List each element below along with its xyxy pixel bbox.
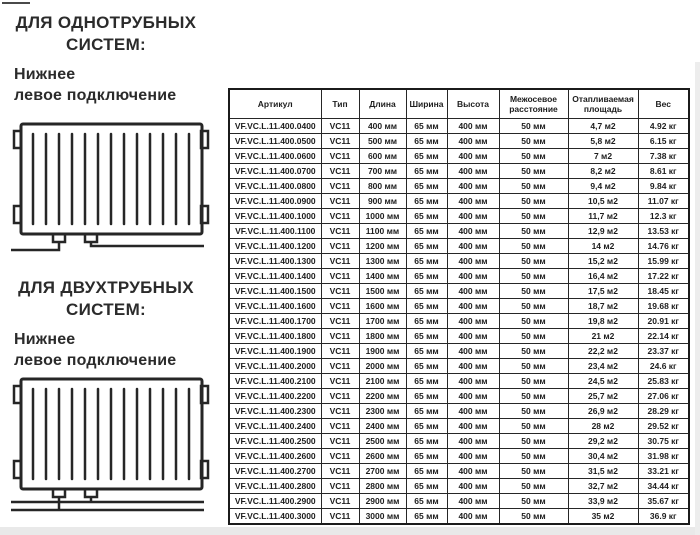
table-row: [229, 194, 689, 209]
subtitle-line2: левое подключение: [14, 87, 177, 104]
table-cell-heated-area: 23,4 м2: [568, 359, 638, 374]
column-header-article: Артикул: [229, 89, 321, 119]
section-title-single-pipe: [0, 12, 212, 56]
table-cell-heated-area: 14 м2: [568, 239, 638, 254]
table-cell-heated-area: 10,5 м2: [568, 194, 638, 209]
table-cell-length: 2400 мм: [359, 419, 406, 434]
table-cell-length: 500 мм: [359, 134, 406, 149]
table-cell-weight: 34.44 кг: [638, 479, 689, 494]
table-cell-weight: 31.98 кг: [638, 449, 689, 464]
table-cell-length: 400 мм: [359, 119, 406, 134]
table-row: [229, 269, 689, 284]
table-cell-height: 400 мм: [447, 404, 499, 419]
table-cell-length: 1800 мм: [359, 329, 406, 344]
table-row: [229, 419, 689, 434]
table-cell-article: VF.VC.L.11.400.2800: [229, 479, 321, 494]
table-cell-type: VC11: [321, 254, 359, 269]
table-cell-article: VF.VC.L.11.400.2200: [229, 389, 321, 404]
table-cell-length: 1500 мм: [359, 284, 406, 299]
table-cell-type: VC11: [321, 479, 359, 494]
table-cell-type: VC11: [321, 239, 359, 254]
table-cell-weight: 11.07 кг: [638, 194, 689, 209]
table-cell-axle-distance: 50 мм: [499, 329, 568, 344]
table-cell-width: 65 мм: [406, 419, 447, 434]
table-cell-length: 2000 мм: [359, 359, 406, 374]
table-cell-axle-distance: 50 мм: [499, 389, 568, 404]
table-cell-height: 400 мм: [447, 164, 499, 179]
table-cell-article: VF.VC.L.11.400.1100: [229, 224, 321, 239]
table-cell-heated-area: 18,7 м2: [568, 299, 638, 314]
table-cell-width: 65 мм: [406, 359, 447, 374]
table-row: [229, 239, 689, 254]
table-cell-axle-distance: 50 мм: [499, 269, 568, 284]
table-cell-weight: 30.75 кг: [638, 434, 689, 449]
table-header-row: [229, 89, 689, 119]
table-cell-length: 1400 мм: [359, 269, 406, 284]
table-cell-height: 400 мм: [447, 119, 499, 134]
table-cell-weight: 29.52 кг: [638, 419, 689, 434]
table-cell-weight: 28.29 кг: [638, 404, 689, 419]
table-cell-heated-area: 28 м2: [568, 419, 638, 434]
radiator-two-pipe-icon: [11, 376, 211, 516]
table-cell-weight: 19.68 кг: [638, 299, 689, 314]
table-cell-type: VC11: [321, 224, 359, 239]
table-cell-heated-area: 16,4 м2: [568, 269, 638, 284]
table-cell-article: VF.VC.L.11.400.0700: [229, 164, 321, 179]
table-cell-height: 400 мм: [447, 239, 499, 254]
table-cell-type: VC11: [321, 164, 359, 179]
table-cell-weight: 17.22 кг: [638, 269, 689, 284]
table-row: [229, 344, 689, 359]
table-cell-article: VF.VC.L.11.400.3000: [229, 509, 321, 525]
table-cell-axle-distance: 50 мм: [499, 359, 568, 374]
table-cell-axle-distance: 50 мм: [499, 179, 568, 194]
table-cell-weight: 22.14 кг: [638, 329, 689, 344]
table-row: [229, 449, 689, 464]
table-row: [229, 179, 689, 194]
table-row: [229, 479, 689, 494]
table-cell-width: 65 мм: [406, 119, 447, 134]
table-cell-article: VF.VC.L.11.400.2000: [229, 359, 321, 374]
table-cell-article: VF.VC.L.11.400.2500: [229, 434, 321, 449]
table-cell-article: VF.VC.L.11.400.2900: [229, 494, 321, 509]
table-cell-article: VF.VC.L.11.400.0600: [229, 149, 321, 164]
table-cell-heated-area: 8,2 м2: [568, 164, 638, 179]
table-cell-height: 400 мм: [447, 374, 499, 389]
table-cell-width: 65 мм: [406, 404, 447, 419]
table-cell-length: 1600 мм: [359, 299, 406, 314]
table-cell-axle-distance: 50 мм: [499, 404, 568, 419]
table-cell-type: VC11: [321, 149, 359, 164]
table-cell-length: 1700 мм: [359, 314, 406, 329]
table-cell-weight: 23.37 кг: [638, 344, 689, 359]
table-cell-height: 400 мм: [447, 359, 499, 374]
table-cell-height: 400 мм: [447, 464, 499, 479]
table-row: [229, 359, 689, 374]
table-cell-article: VF.VC.L.11.400.2700: [229, 464, 321, 479]
table-cell-weight: 18.45 кг: [638, 284, 689, 299]
table-cell-axle-distance: 50 мм: [499, 479, 568, 494]
radiator-spec-table: [228, 88, 690, 525]
table-cell-type: VC11: [321, 269, 359, 284]
table-cell-height: 400 мм: [447, 314, 499, 329]
table-cell-height: 400 мм: [447, 329, 499, 344]
section-title-line2: СИСТЕМ:: [66, 35, 146, 54]
table-cell-heated-area: 33,9 м2: [568, 494, 638, 509]
table-cell-length: 1300 мм: [359, 254, 406, 269]
column-header-width: Ширина: [406, 89, 447, 119]
table-cell-type: VC11: [321, 194, 359, 209]
table-cell-article: VF.VC.L.11.400.1500: [229, 284, 321, 299]
table-cell-article: VF.VC.L.11.400.2100: [229, 374, 321, 389]
table-cell-article: VF.VC.L.11.400.2300: [229, 404, 321, 419]
table-row: [229, 389, 689, 404]
table-cell-length: 1100 мм: [359, 224, 406, 239]
table-cell-length: 1000 мм: [359, 209, 406, 224]
table-cell-axle-distance: 50 мм: [499, 284, 568, 299]
table-cell-heated-area: 12,9 м2: [568, 224, 638, 239]
table-cell-article: VF.VC.L.11.400.0500: [229, 134, 321, 149]
table-cell-width: 65 мм: [406, 179, 447, 194]
section-title-line1: ДЛЯ ОДНОТРУБНЫХ: [15, 13, 197, 32]
column-header-heated-area: Отапливаемая площадь: [568, 89, 638, 119]
column-header-height: Высота: [447, 89, 499, 119]
table-cell-axle-distance: 50 мм: [499, 314, 568, 329]
table-cell-weight: 13.53 кг: [638, 224, 689, 239]
table-cell-height: 400 мм: [447, 509, 499, 525]
table-row: [229, 149, 689, 164]
table-cell-type: VC11: [321, 374, 359, 389]
radiator-single-pipe-icon: [11, 121, 211, 261]
table-cell-axle-distance: 50 мм: [499, 449, 568, 464]
table-cell-axle-distance: 50 мм: [499, 344, 568, 359]
table-cell-axle-distance: 50 мм: [499, 149, 568, 164]
table-cell-width: 65 мм: [406, 224, 447, 239]
photo-edge-shadow-right: [695, 62, 700, 535]
section-subtitle-single-pipe: [14, 64, 214, 106]
table-cell-axle-distance: 50 мм: [499, 224, 568, 239]
table-cell-axle-distance: 50 мм: [499, 119, 568, 134]
table-row: [229, 209, 689, 224]
table-cell-width: 65 мм: [406, 254, 447, 269]
table-cell-height: 400 мм: [447, 419, 499, 434]
table-cell-axle-distance: 50 мм: [499, 209, 568, 224]
table-cell-type: VC11: [321, 329, 359, 344]
section-title-line1: ДЛЯ ДВУХТРУБНЫХ: [18, 278, 194, 297]
table-cell-article: VF.VC.L.11.400.0400: [229, 119, 321, 134]
table-cell-heated-area: 9,4 м2: [568, 179, 638, 194]
table-cell-height: 400 мм: [447, 299, 499, 314]
table-cell-type: VC11: [321, 494, 359, 509]
table-cell-axle-distance: 50 мм: [499, 464, 568, 479]
table-cell-type: VC11: [321, 419, 359, 434]
table-cell-height: 400 мм: [447, 434, 499, 449]
table-cell-width: 65 мм: [406, 449, 447, 464]
section-title-line2: СИСТЕМ:: [66, 300, 146, 319]
table-cell-weight: 33.21 кг: [638, 464, 689, 479]
table-cell-weight: 7.38 кг: [638, 149, 689, 164]
table-cell-width: 65 мм: [406, 434, 447, 449]
table-cell-article: VF.VC.L.11.400.1200: [229, 239, 321, 254]
table-cell-article: VF.VC.L.11.400.1900: [229, 344, 321, 359]
table-cell-length: 3000 мм: [359, 509, 406, 525]
column-header-weight: Вес: [638, 89, 689, 119]
table-cell-type: VC11: [321, 119, 359, 134]
subtitle-line2: левое подключение: [14, 352, 177, 369]
table-cell-width: 65 мм: [406, 299, 447, 314]
table-cell-article: VF.VC.L.11.400.0800: [229, 179, 321, 194]
spec-table-body: [229, 119, 689, 525]
table-cell-article: VF.VC.L.11.400.0900: [229, 194, 321, 209]
table-cell-heated-area: 17,5 м2: [568, 284, 638, 299]
table-cell-heated-area: 19,8 м2: [568, 314, 638, 329]
table-cell-axle-distance: 50 мм: [499, 254, 568, 269]
subtitle-line1: Нижнее: [14, 66, 76, 83]
table-cell-heated-area: 21 м2: [568, 329, 638, 344]
table-cell-heated-area: 15,2 м2: [568, 254, 638, 269]
table-row: [229, 284, 689, 299]
table-row: [229, 224, 689, 239]
table-cell-width: 65 мм: [406, 239, 447, 254]
table-cell-weight: 25.83 кг: [638, 374, 689, 389]
table-cell-height: 400 мм: [447, 179, 499, 194]
table-cell-width: 65 мм: [406, 284, 447, 299]
table-cell-article: VF.VC.L.11.400.2400: [229, 419, 321, 434]
table-cell-heated-area: 4,7 м2: [568, 119, 638, 134]
table-cell-axle-distance: 50 мм: [499, 239, 568, 254]
table-row: [229, 254, 689, 269]
table-cell-width: 65 мм: [406, 149, 447, 164]
table-cell-heated-area: 5,8 м2: [568, 134, 638, 149]
table-cell-weight: 6.15 кг: [638, 134, 689, 149]
table-row: [229, 314, 689, 329]
table-cell-type: VC11: [321, 449, 359, 464]
table-cell-axle-distance: 50 мм: [499, 194, 568, 209]
table-cell-article: VF.VC.L.11.400.2600: [229, 449, 321, 464]
table-cell-heated-area: 30,4 м2: [568, 449, 638, 464]
table-row: [229, 164, 689, 179]
table-cell-length: 600 мм: [359, 149, 406, 164]
table-cell-width: 65 мм: [406, 464, 447, 479]
table-cell-width: 65 мм: [406, 374, 447, 389]
table-cell-axle-distance: 50 мм: [499, 164, 568, 179]
table-row: [229, 434, 689, 449]
column-header-length: Длина: [359, 89, 406, 119]
table-cell-weight: 14.76 кг: [638, 239, 689, 254]
table-cell-weight: 12.3 кг: [638, 209, 689, 224]
table-cell-length: 800 мм: [359, 179, 406, 194]
table-cell-heated-area: 32,7 м2: [568, 479, 638, 494]
table-cell-length: 2700 мм: [359, 464, 406, 479]
section-subtitle-two-pipe: [14, 329, 214, 371]
table-row: [229, 464, 689, 479]
table-cell-length: 2200 мм: [359, 389, 406, 404]
table-cell-width: 65 мм: [406, 509, 447, 525]
table-cell-height: 400 мм: [447, 284, 499, 299]
subtitle-line1: Нижнее: [14, 331, 76, 348]
table-cell-height: 400 мм: [447, 494, 499, 509]
table-cell-weight: 15.99 кг: [638, 254, 689, 269]
table-cell-height: 400 мм: [447, 449, 499, 464]
table-cell-axle-distance: 50 мм: [499, 374, 568, 389]
table-cell-width: 65 мм: [406, 494, 447, 509]
table-cell-length: 2500 мм: [359, 434, 406, 449]
table-cell-height: 400 мм: [447, 344, 499, 359]
radiator-two-pipe-diagram: [11, 376, 211, 516]
table-cell-height: 400 мм: [447, 224, 499, 239]
table-cell-height: 400 мм: [447, 149, 499, 164]
table-cell-type: VC11: [321, 284, 359, 299]
table-cell-heated-area: 22,2 м2: [568, 344, 638, 359]
table-cell-type: VC11: [321, 509, 359, 525]
table-cell-type: VC11: [321, 209, 359, 224]
table-cell-length: 2100 мм: [359, 374, 406, 389]
table-cell-height: 400 мм: [447, 194, 499, 209]
table-cell-axle-distance: 50 мм: [499, 509, 568, 525]
table-cell-type: VC11: [321, 359, 359, 374]
table-cell-weight: 4.92 кг: [638, 119, 689, 134]
table-cell-length: 2900 мм: [359, 494, 406, 509]
table-cell-width: 65 мм: [406, 209, 447, 224]
table-row: [229, 119, 689, 134]
table-cell-article: VF.VC.L.11.400.1300: [229, 254, 321, 269]
table-cell-type: VC11: [321, 389, 359, 404]
table-cell-width: 65 мм: [406, 164, 447, 179]
table-cell-height: 400 мм: [447, 254, 499, 269]
table-cell-weight: 36.9 кг: [638, 509, 689, 525]
table-cell-height: 400 мм: [447, 479, 499, 494]
table-row: [229, 404, 689, 419]
table-cell-type: VC11: [321, 134, 359, 149]
table-cell-width: 65 мм: [406, 479, 447, 494]
table-cell-length: 900 мм: [359, 194, 406, 209]
section-title-two-pipe: [0, 277, 212, 321]
table-cell-article: VF.VC.L.11.400.1000: [229, 209, 321, 224]
table-cell-height: 400 мм: [447, 269, 499, 284]
table-cell-weight: 9.84 кг: [638, 179, 689, 194]
table-cell-axle-distance: 50 мм: [499, 434, 568, 449]
table-cell-heated-area: 11,7 м2: [568, 209, 638, 224]
table-cell-heated-area: 29,2 м2: [568, 434, 638, 449]
table-cell-length: 1900 мм: [359, 344, 406, 359]
table-row: [229, 494, 689, 509]
table-cell-type: VC11: [321, 314, 359, 329]
table-cell-width: 65 мм: [406, 389, 447, 404]
table-cell-length: 2300 мм: [359, 404, 406, 419]
table-cell-length: 700 мм: [359, 164, 406, 179]
table-row: [229, 329, 689, 344]
table-row: [229, 374, 689, 389]
table-cell-heated-area: 31,5 м2: [568, 464, 638, 479]
table-cell-length: 2800 мм: [359, 479, 406, 494]
table-cell-weight: 27.06 кг: [638, 389, 689, 404]
radiator-single-pipe-diagram: [11, 121, 211, 261]
table-cell-type: VC11: [321, 434, 359, 449]
table-cell-axle-distance: 50 мм: [499, 299, 568, 314]
table-cell-width: 65 мм: [406, 314, 447, 329]
table-cell-heated-area: 26,9 м2: [568, 404, 638, 419]
table-row: [229, 509, 689, 525]
table-cell-length: 1200 мм: [359, 239, 406, 254]
table-cell-type: VC11: [321, 179, 359, 194]
table-cell-weight: 20.91 кг: [638, 314, 689, 329]
table-cell-width: 65 мм: [406, 194, 447, 209]
table-cell-heated-area: 7 м2: [568, 149, 638, 164]
table-cell-axle-distance: 50 мм: [499, 494, 568, 509]
column-header-axle-distance: Межосевое расстояние: [499, 89, 568, 119]
column-header-type: Тип: [321, 89, 359, 119]
table-cell-article: VF.VC.L.11.400.1600: [229, 299, 321, 314]
table-cell-weight: 8.61 кг: [638, 164, 689, 179]
table-cell-width: 65 мм: [406, 329, 447, 344]
table-cell-type: VC11: [321, 299, 359, 314]
table-cell-weight: 35.67 кг: [638, 494, 689, 509]
table-cell-article: VF.VC.L.11.400.1400: [229, 269, 321, 284]
table-cell-weight: 24.6 кг: [638, 359, 689, 374]
table-row: [229, 299, 689, 314]
table-cell-height: 400 мм: [447, 209, 499, 224]
connection-diagrams-column: [0, 0, 222, 535]
table-cell-width: 65 мм: [406, 134, 447, 149]
table-cell-axle-distance: 50 мм: [499, 419, 568, 434]
table-cell-axle-distance: 50 мм: [499, 134, 568, 149]
table-cell-width: 65 мм: [406, 344, 447, 359]
table-cell-type: VC11: [321, 464, 359, 479]
table-row: [229, 134, 689, 149]
table-cell-article: VF.VC.L.11.400.1800: [229, 329, 321, 344]
table-cell-length: 2600 мм: [359, 449, 406, 464]
table-cell-height: 400 мм: [447, 134, 499, 149]
table-cell-height: 400 мм: [447, 389, 499, 404]
table-cell-width: 65 мм: [406, 269, 447, 284]
table-cell-type: VC11: [321, 404, 359, 419]
table-cell-article: VF.VC.L.11.400.1700: [229, 314, 321, 329]
table-cell-heated-area: 25,7 м2: [568, 389, 638, 404]
table-cell-heated-area: 24,5 м2: [568, 374, 638, 389]
table-cell-type: VC11: [321, 344, 359, 359]
table-cell-heated-area: 35 м2: [568, 509, 638, 525]
